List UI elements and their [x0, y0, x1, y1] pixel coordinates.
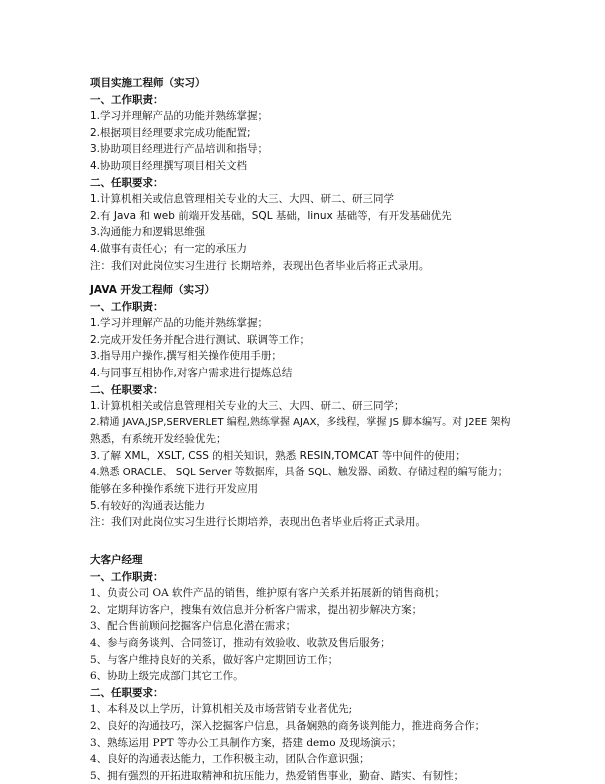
requirement-item: 4、良好的沟通表达能力，工作积极主动，团队合作意识强； — [90, 753, 370, 766]
duty-item: 2.完成开发任务并配合进行测试、联调等工作； — [90, 333, 311, 346]
requirement-item: 3.了解 XML，XSLT, CSS 的相关知识，熟悉 RESIN,TOMCAT 等中间件的使用； — [90, 449, 466, 462]
job-title: JAVA 开发工程师（实习） — [90, 284, 216, 296]
duty-item: 3.协助项目经理进行产品培训和指导； — [90, 143, 269, 156]
duty-item: 5、与客户维持良好的关系，做好客户定期回访工作； — [90, 653, 339, 666]
duty-item: 3.指导用户操作,撰写相关操作使用手册； — [90, 350, 282, 363]
job-title: 大客户经理 — [90, 554, 143, 566]
duty-item: 4.协助项目经理撰写项目相关文档 — [90, 159, 248, 172]
duty-item: 2.根据项目经理要求完成功能配置; — [90, 126, 251, 139]
requirement-item: 5.有较好的沟通表达能力 — [90, 499, 206, 512]
duties-heading: 一、工作职责： — [90, 93, 164, 106]
requirement-item: 熟悉，有系统开发经验优先； — [90, 433, 227, 446]
duty-item: 1、负责公司 OA 软件产品的销售，维护原有客户关系并拓展新的销售商机； — [90, 587, 446, 600]
job-section-implementation-engineer — [90, 75, 530, 274]
requirement-item: 能够在多种操作系统下进行开发应用 — [90, 483, 258, 496]
requirement-item: 2.精通 JAVA,JSP,SERVERLET 编程,熟练掌握 AJAX，多线程，掌握 JS 脚本编写。对 J2EE 架构 — [90, 416, 511, 428]
requirements-heading: 二、任职要求： — [90, 176, 164, 189]
requirement-item: 2.有 Java 和 web 前端开发基础，SQL 基础，linux 基础等，有开发基础优先 — [90, 209, 452, 222]
duty-item: 1.学习并理解产品的功能并熟练掌握； — [90, 110, 269, 123]
requirement-item: 1、本科及以上学历，计算机相关及市场营销专业者优先; — [90, 703, 353, 716]
duty-item: 4.与同事互相协作,对客户需求进行提炼总结 — [90, 366, 293, 379]
requirement-item: 1.计算机相关或信息管理相关专业的大三、大四、研二、研三同学 — [90, 193, 395, 206]
job-title: 项目实施工程师（实习） — [90, 77, 206, 89]
requirements-heading: 二、任职要求： — [90, 686, 164, 699]
requirement-item: 5、拥有强烈的开拓进取精神和抗压能力，热爱销售事业，勤奋、踏实、有韧性； — [90, 769, 465, 782]
duties-heading: 一、工作职责： — [90, 570, 164, 583]
requirement-item: 4.熟悉 ORACLE、 SQL Server 等数据库，具备 SQL、触发器、函数、存储过程的编写能力； — [90, 466, 508, 478]
requirement-item: 2、良好的沟通技巧，深入挖掘客户信息，具备娴熟的商务谈判能力，推进商务合作； — [90, 719, 486, 732]
duty-item: 6、协助上级完成部门其它工作。 — [90, 670, 244, 683]
requirements-heading: 二、任职要求： — [90, 383, 164, 396]
job-section-java-developer — [90, 282, 530, 531]
note-text: 注：我们对此岗位实习生进行 长期培养，表现出色者毕业后将正式录用。 — [90, 259, 430, 272]
duty-item: 3、配合售前顾问挖掘客户信息化潜在需求； — [90, 620, 297, 633]
note-text: 注：我们对此岗位实习生进行长期培养，表现出色者毕业后将正式录用。 — [90, 516, 426, 529]
duties-heading: 一、工作职责： — [90, 300, 164, 313]
duty-item: 1.学习并理解产品的功能并熟练掌握； — [90, 317, 269, 330]
requirement-item: 4.做事有责任心；有一定的承压力 — [90, 242, 248, 255]
job-section-account-manager — [90, 552, 530, 784]
requirement-item: 3、熟练运用 PPT 等办公工具制作方案，搭建 demo 及现场演示； — [90, 736, 402, 749]
requirement-item: 1.计算机相关或信息管理相关专业的大三、大四、研二、研三同学； — [90, 400, 405, 413]
duty-item: 2、定期拜访客户，搜集有效信息并分析客户需求，提出初步解决方案； — [90, 603, 423, 616]
duty-item: 4、参与商务谈判、合同签订，推动有效验收、收款及售后服务； — [90, 636, 391, 649]
requirement-item: 3.沟通能力和逻辑思维强 — [90, 226, 206, 239]
